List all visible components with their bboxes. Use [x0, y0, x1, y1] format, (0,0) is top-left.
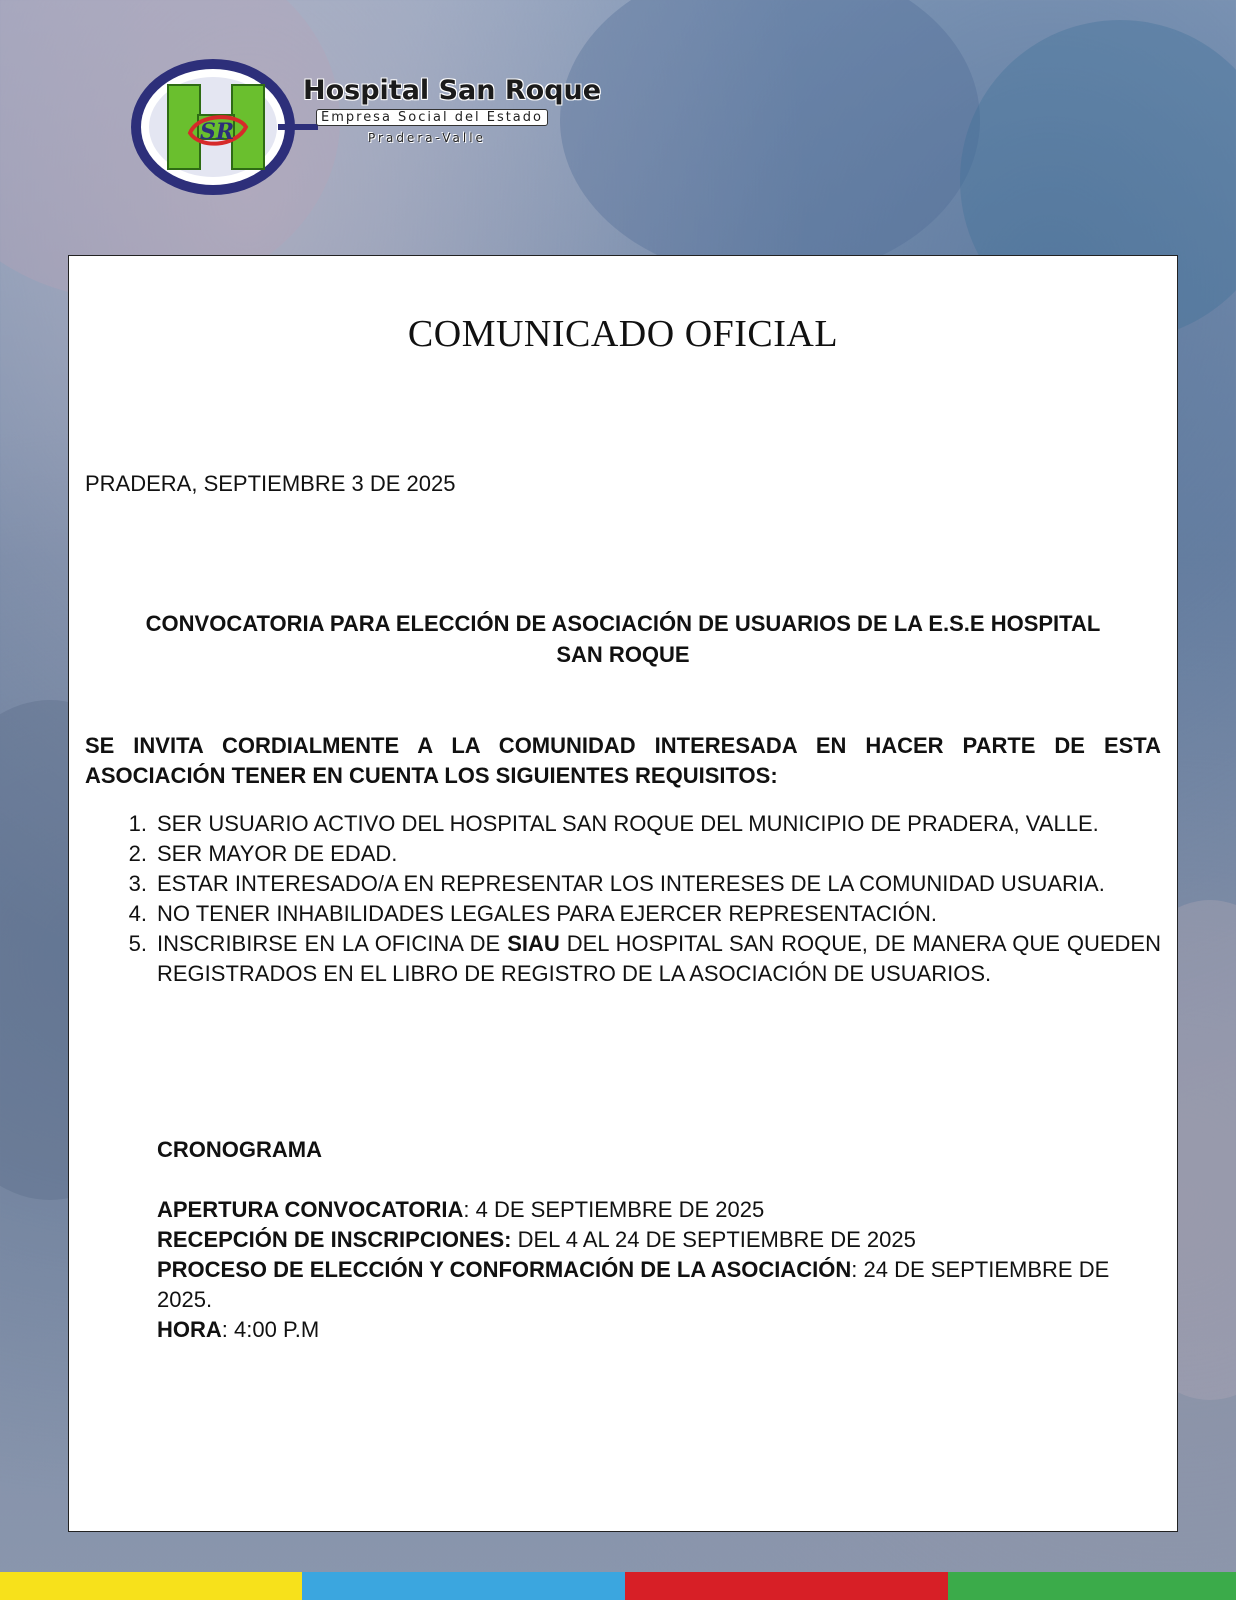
hospital-logo-emblem	[128, 55, 318, 205]
schedule-value: 4 DE SEPTIEMBRE DE 2025	[469, 1197, 765, 1222]
footer-color-bar-yellow	[0, 1572, 302, 1600]
list-number: 5.	[128, 931, 147, 956]
footer-color-bar-red	[625, 1572, 948, 1600]
page-title: COMUNICADO OFICIAL	[407, 313, 839, 355]
schedule-label: RECEPCIÓN DE INSCRIPCIONES:	[157, 1227, 512, 1252]
list-number: 4.	[128, 901, 147, 926]
siau-emphasis: SIAU	[507, 931, 560, 956]
requirement-text-part: INSCRIBIRSE EN LA OFICINA DE	[157, 931, 508, 956]
schedule-item	[157, 1255, 1161, 1315]
schedule-label: APERTURA CONVOCATORIA	[157, 1197, 464, 1222]
schedule-label: HORA	[157, 1317, 222, 1342]
invitation-paragraph: SE INVITA CORDIALMENTE A LA COMUNIDAD INTERESADA EN HACER PARTE DE ESTA ASOCIACIÓN TENER EN CUENTA LOS SIGUIENTES REQUISITOS:	[85, 733, 1161, 788]
announcement-card	[68, 255, 1178, 1532]
logo-tagline: Empresa Social del Estado	[316, 109, 548, 126]
schedule-value: DEL 4 AL 24 DE SEPTIEMBRE DE 2025	[511, 1227, 916, 1252]
requirement-text: ESTAR INTERESADO/A EN REPRESENTAR LOS INTERESES DE LA COMUNIDAD USUARIA.	[157, 871, 1105, 896]
schedule-separator: :	[221, 1317, 228, 1342]
schedule-separator: :	[463, 1197, 470, 1222]
schedule-value: 4:00 P.M	[227, 1317, 320, 1342]
schedule-heading: CRONOGRAMA	[157, 1137, 322, 1162]
schedule-item	[157, 1225, 1161, 1255]
requirement-text	[157, 929, 1161, 989]
list-item	[109, 899, 1161, 929]
date-line: PRADERA, SEPTIEMBRE 3 DE 2025	[85, 471, 456, 496]
svg-text:SR: SR	[200, 119, 235, 145]
subject-line: CONVOCATORIA PARA ELECCIÓN DE ASOCIACIÓN DE USUARIOS DE LA E.S.E HOSPITAL	[145, 611, 1101, 636]
schedule-label: PROCESO DE ELECCIÓN Y CONFORMACIÓN DE LA ASOCIACIÓN	[157, 1257, 852, 1282]
footer-color-bar-green	[948, 1572, 1236, 1600]
subject-line: SAN ROQUE	[556, 642, 690, 667]
footer-color-bar-blue	[302, 1572, 625, 1600]
list-item	[109, 929, 1161, 989]
schedule-item	[157, 1195, 1161, 1225]
list-item	[109, 839, 1161, 869]
list-item	[109, 869, 1161, 899]
list-number: 2.	[128, 841, 147, 866]
logo-location: Pradera-Valle	[368, 131, 486, 145]
logo-title: Hospital San Roque	[303, 75, 602, 106]
requirement-text: NO TENER INHABILIDADES LEGALES PARA EJERCER REPRESENTACIÓN.	[157, 901, 937, 926]
list-number: 1.	[128, 811, 147, 836]
schedule-value: 24 DE SEPTIEMBRE DE 2025.	[157, 1257, 1110, 1312]
requirements-list	[109, 809, 1161, 989]
schedule-section	[157, 1135, 1161, 1345]
schedule-separator: :	[851, 1257, 858, 1282]
subject-heading	[89, 608, 1157, 670]
hospital-logo	[128, 55, 628, 205]
requirement-text-part: DEL HOSPITAL SAN ROQUE, DE MANERA QUE QUEDEN REGISTRADOS EN EL LIBRO DE REGISTRO DE LA ASOCIACIÓN DE USUARIOS.	[157, 931, 1161, 986]
schedule-item	[157, 1315, 1161, 1345]
requirement-text: SER USUARIO ACTIVO DEL HOSPITAL SAN ROQUE DEL MUNICIPIO DE PRADERA, VALLE.	[157, 811, 1099, 836]
requirement-text: SER MAYOR DE EDAD.	[157, 841, 398, 866]
list-item	[109, 809, 1161, 839]
list-number: 3.	[128, 871, 147, 896]
